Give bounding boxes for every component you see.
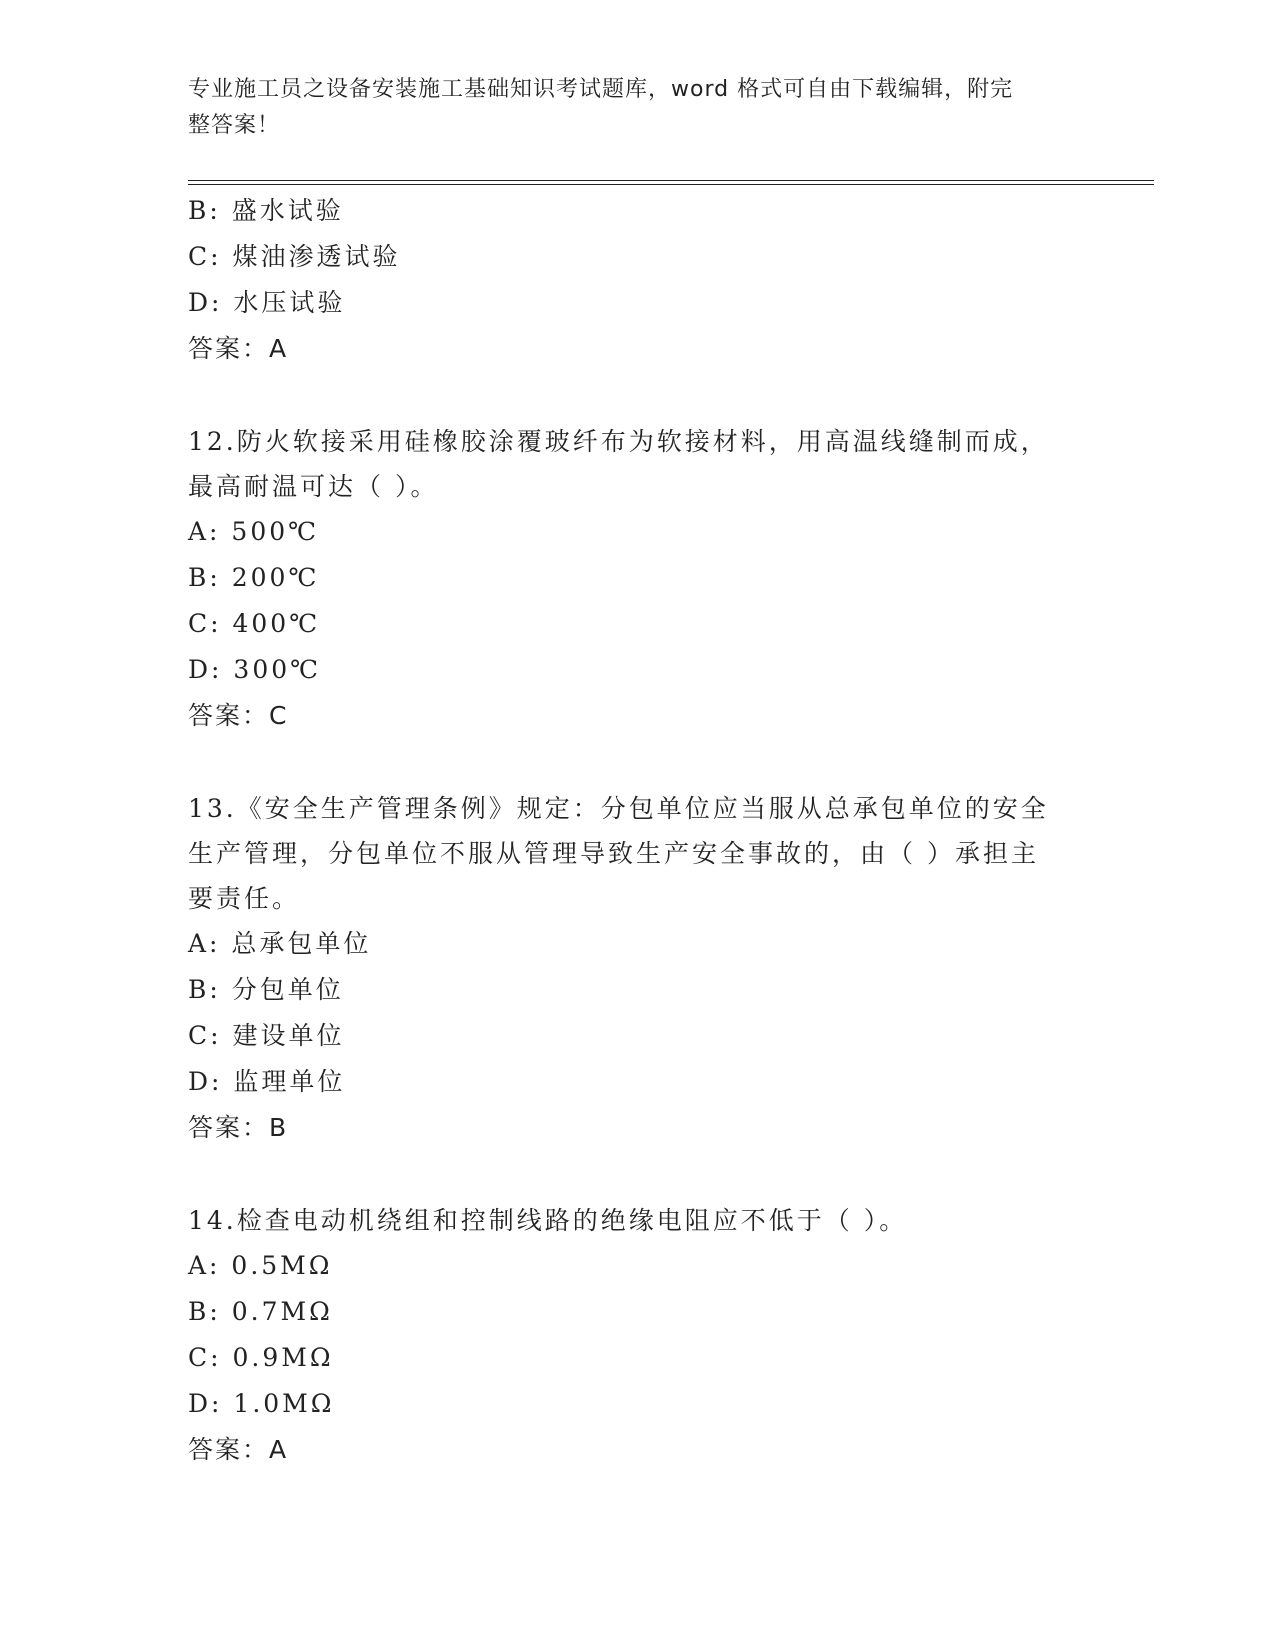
option-c: C: 建设单位 [188, 1021, 345, 1050]
question-text-line: 生产管理，分包单位不服从管理导致生产安全事故的，由（ ）承担主 [188, 839, 1039, 868]
answer-line: 答案：A [188, 334, 289, 363]
option-d: D: 300℃ [188, 655, 322, 684]
option-c: C: 0.9MΩ [188, 1343, 334, 1372]
header-line-1: 专业施工员之设备安装施工基础知识考试题库，word 格式可自由下载编辑，附完 [188, 77, 1014, 102]
option-b: B: 分包单位 [188, 975, 344, 1004]
header-line-2: 整答案！ [188, 113, 281, 138]
option-a: A: 500℃ [188, 517, 320, 546]
question-list [188, 188, 1088, 1473]
question-text-line: 12.防火软接采用硅橡胶涂覆玻纤布为软接材料，用高温线缝制而成， [188, 427, 1049, 456]
question-13 [188, 786, 1088, 1151]
header-divider-top [188, 180, 1154, 181]
option-d: D: 监理单位 [188, 1067, 346, 1096]
option-a: A: 总承包单位 [188, 929, 372, 958]
option-b: B: 0.7MΩ [188, 1297, 333, 1326]
option-c: C: 煤油渗透试验 [188, 242, 401, 271]
option-a: A: 0.5MΩ [188, 1251, 333, 1280]
header-divider-bottom [188, 184, 1154, 185]
document-header [188, 72, 1088, 144]
question-text-line: 要责任。 [188, 884, 301, 913]
question-text-line: 13.《安全生产管理条例》规定：分包单位应当服从总承包单位的安全 [188, 794, 1049, 823]
question-12 [188, 419, 1088, 739]
spacer [188, 372, 1088, 419]
answer-line: 答案：A [188, 1435, 289, 1464]
option-d: D: 1.0MΩ [188, 1389, 335, 1418]
answer-line: 答案：B [188, 1113, 289, 1142]
question-11-tail [188, 188, 1088, 372]
question-text-line: 14.检查电动机绕组和控制线路的绝缘电阻应不低于（ ）。 [188, 1206, 908, 1235]
option-c: C: 400℃ [188, 609, 321, 638]
spacer [188, 739, 1088, 786]
answer-line: 答案：C [188, 701, 289, 730]
question-14 [188, 1198, 1088, 1473]
option-b: B: 盛水试验 [188, 196, 344, 225]
option-b: B: 200℃ [188, 563, 320, 592]
option-d: D: 水压试验 [188, 288, 346, 317]
question-text-line: 最高耐温可达（ ）。 [188, 472, 439, 501]
spacer [188, 1151, 1088, 1198]
